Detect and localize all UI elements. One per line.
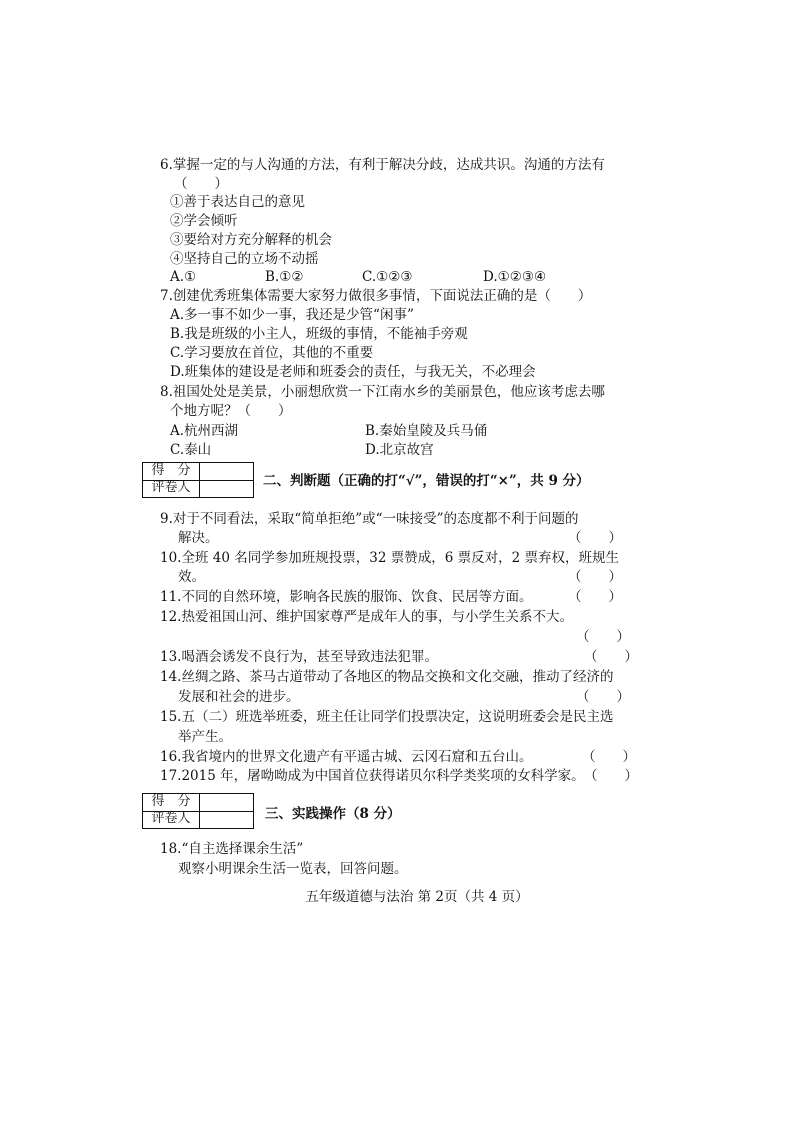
score-row (143, 463, 253, 481)
q10-line-2: 效。 (178, 569, 205, 585)
q9-line-1: 9.对于不同看法，采取“简单拒绝”或“一味接受”的态度都不利于问题的 (160, 511, 579, 527)
footer-text: 五年级道德与法治 第 2页（共 4 页） (305, 889, 529, 905)
score-box-section-3 (142, 793, 254, 829)
q6-item-2: ②学会倾听 (170, 213, 238, 229)
score-label: 得 分 (143, 463, 200, 480)
grader-cell (200, 811, 253, 828)
q18-title: 18.“自主选择课余生活” (160, 841, 304, 857)
q13-line: 13.喝酒会诱发不良行为，甚至导致违法犯罪。 (160, 649, 438, 665)
q10-line-1: 10.全班 40 名同学参加班规投票，32 票赞成，6 票反对，2 票弃权，班规生 (160, 550, 619, 566)
q15-line-2: 举产生。 (178, 729, 232, 745)
q17-line: 17.2015 年，屠呦呦成为中国首位获得诺贝尔科学类奖项的女科学家。 (160, 768, 585, 784)
score-cell (200, 794, 253, 811)
q8-option-a: A.杭州西湖 (170, 423, 239, 439)
q6-item-1: ①善于表达自己的意见 (170, 194, 305, 210)
q6-line-1: 6.掌握一定的与人沟通的方法，有利于解决分歧，达成共识。沟通的方法有 (160, 157, 605, 173)
q7-option-c: C.学习要放在首位，其他的不重要 (170, 345, 374, 361)
q8-option-b: B.秦始皇陵及兵马俑 (365, 423, 488, 439)
q6-line-2: （ ） (174, 176, 228, 192)
q13-answer-paren: （ ） (584, 649, 638, 665)
q15-line-1: 15.五（二）班选举班委，班主任让同学们投票决定，这说明班委会是民主选 (160, 709, 614, 725)
q6-item-3: ③要给对方充分解释的机会 (170, 232, 332, 248)
q6-item-4: ④坚持自己的立场不动摇 (170, 251, 319, 267)
q6-option-b: B.①② (265, 269, 304, 285)
q11-answer-paren: （ ） (568, 589, 622, 605)
q7-option-d: D.班集体的建设是老师和班委会的责任，与我无关，不必理会 (170, 364, 536, 380)
q18-text: 观察小明课余生活一览表，回答问题。 (178, 861, 408, 877)
q8-line-1: 8.祖国处处是美景，小丽想欣赏一下江南水乡的美丽景色，他应该考虑去哪 (160, 384, 605, 400)
grader-row (143, 480, 253, 497)
q7-line-1: 7.创建优秀班集体需要大家努力做很多事情，下面说法正确的是（ ） (160, 288, 592, 304)
grader-row (143, 811, 253, 828)
q17-answer-paren: （ ） (584, 768, 638, 784)
q10-answer-paren: （ ） (568, 569, 622, 585)
q14-line-2: 发展和社会的进步。 (178, 689, 300, 705)
q7-option-a: A.多一事不如少一事，我还是少管“闲事” (170, 307, 414, 323)
q6-option-c: C.①②③ (362, 269, 413, 285)
q7-option-b: B.我是班级的小主人，班级的事情，不能袖手旁观 (170, 326, 468, 342)
page-footer (0, 888, 794, 906)
q6-option-d: D.①②③④ (483, 269, 547, 285)
q9-answer-paren: （ ） (568, 530, 622, 546)
q8-option-c: C.泰山 (170, 442, 212, 458)
section-3-title: 三、实践操作（8 分） (265, 806, 401, 822)
q8-option-d: D.北京故宫 (365, 442, 434, 458)
q11-line: 11.不同的自然环境，影响各民族的服饰、饮食、民居等方面。 (160, 589, 533, 605)
q12-line: 12.热爱祖国山河、维护国家尊严是成年人的事，与小学生关系不大。 (160, 609, 573, 625)
q16-line: 16.我省境内的世界文化遗产有平遥古城、云冈石窟和五台山。 (160, 749, 533, 765)
q8-line-2: 个地方呢？（ ） (170, 403, 292, 419)
score-label: 得 分 (143, 794, 200, 811)
grader-label: 评卷人 (143, 480, 200, 497)
q14-answer-paren: （ ） (576, 689, 630, 705)
q6-option-a: A.① (170, 269, 197, 285)
q14-line-1: 14.丝绸之路、茶马古道带动了各地区的物品交换和文化交融，推动了经济的 (160, 669, 614, 685)
section-2-title: 二、判断题（正确的打“√”，错误的打“×”，共 9 分） (263, 473, 590, 489)
score-box-section-2 (142, 462, 254, 498)
score-cell (200, 463, 253, 480)
grader-label: 评卷人 (143, 811, 200, 828)
q9-line-2: 解决。 (178, 530, 219, 546)
q16-answer-paren: （ ） (582, 749, 636, 765)
grader-cell (200, 480, 253, 497)
q12-answer-paren: （ ） (576, 629, 630, 645)
score-row (143, 794, 253, 812)
